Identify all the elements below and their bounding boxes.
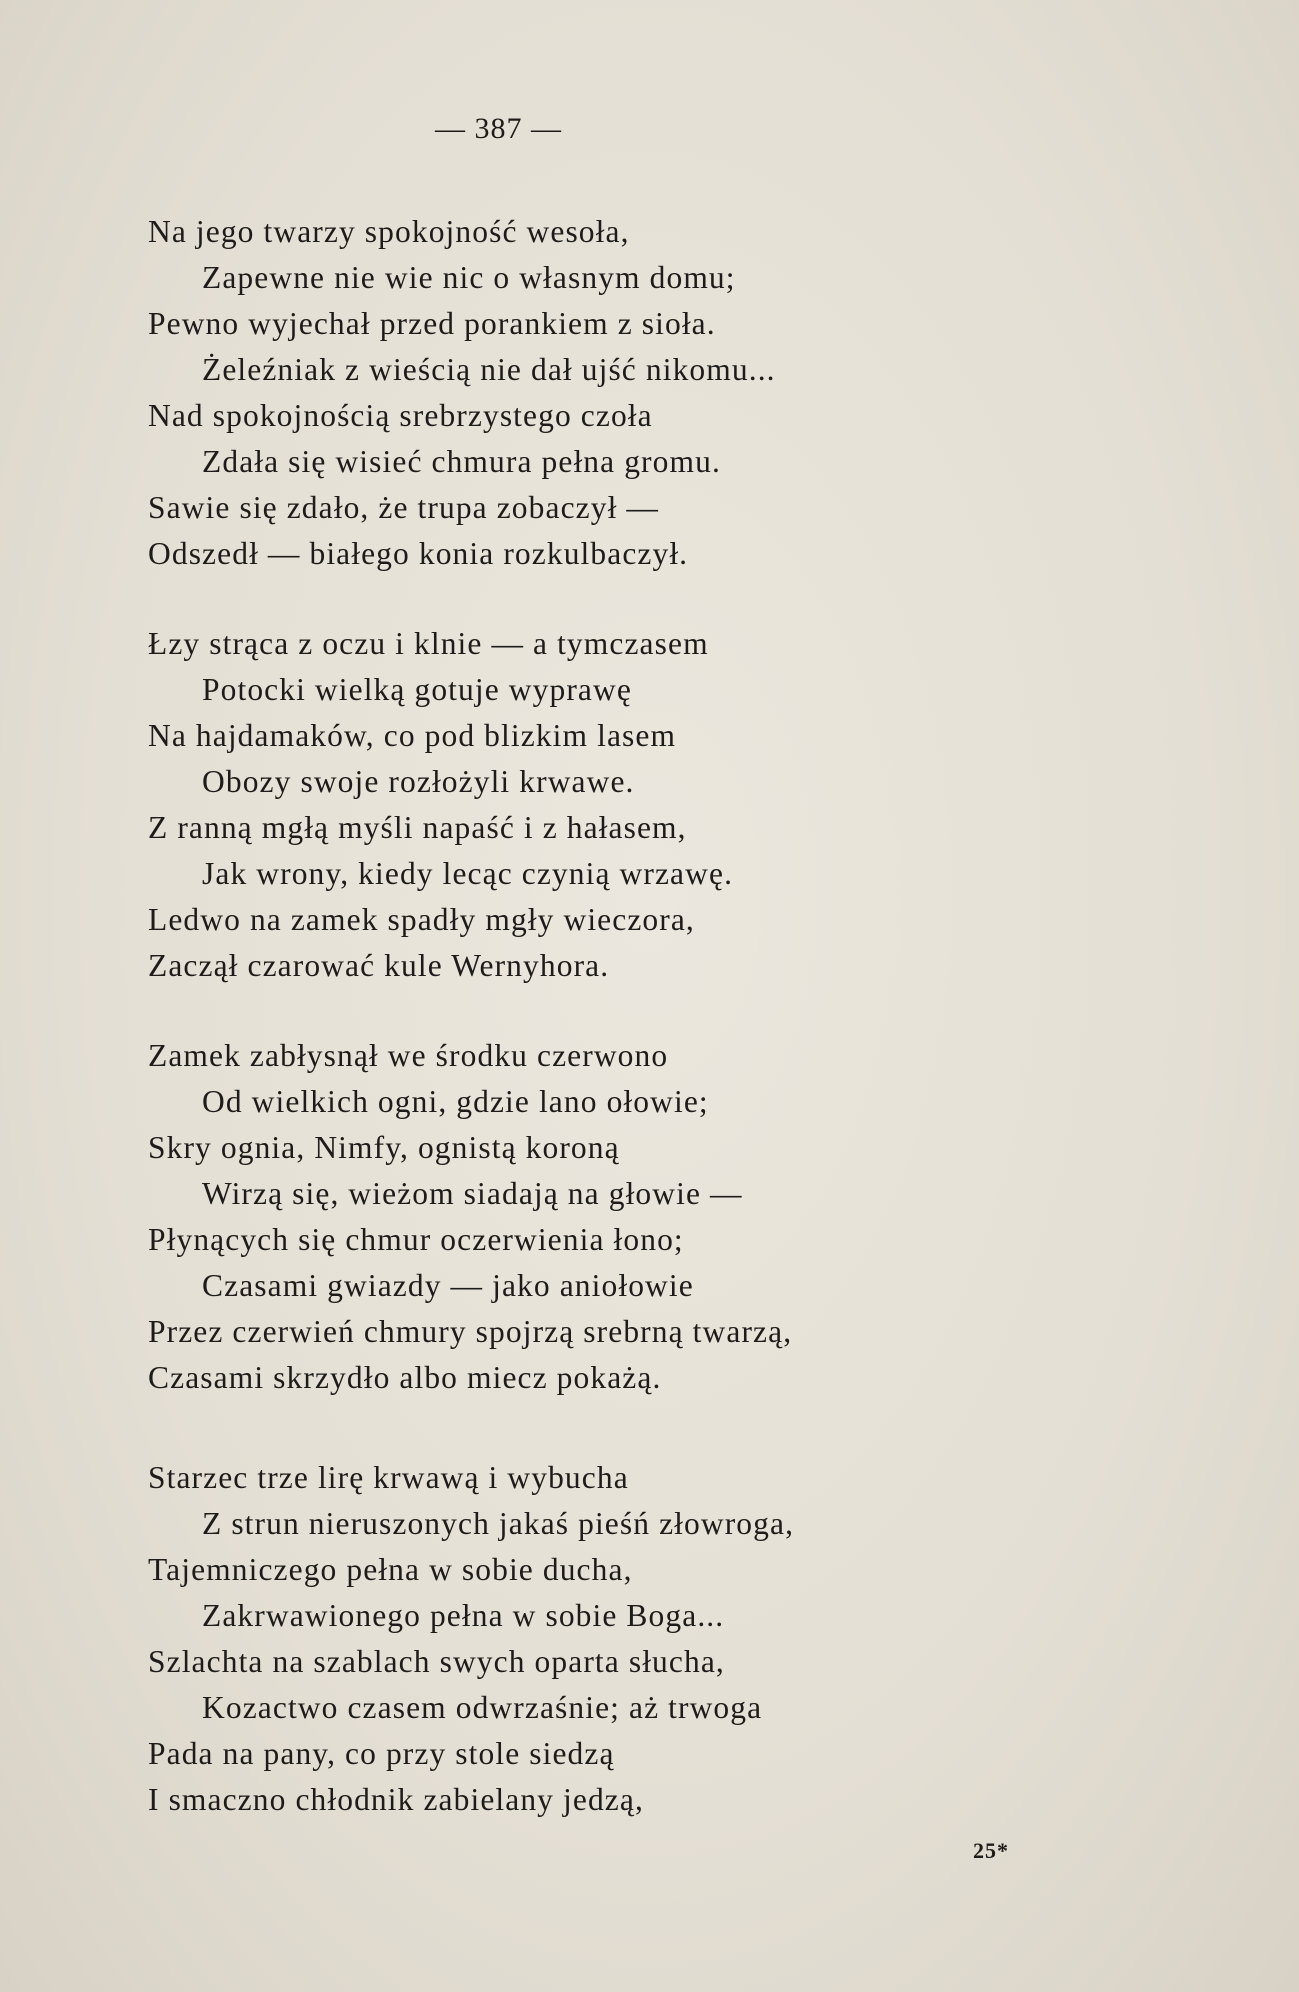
verse-line: Zakrwawionego pełna w sobie Boga... [202, 1598, 725, 1633]
verse-line: Jak wrony, kiedy lecąc czynią wrzawę. [202, 856, 734, 891]
verse-line: Żeleźniak z wieścią nie dał ujść nikomu... [202, 352, 776, 387]
verse-line: Z ranną mgłą myśli napaść i z hałasem, [148, 810, 687, 845]
signature-mark: 25* [973, 1838, 1009, 1863]
verse-line: Wirzą się, wieżom siadają na głowie — [202, 1176, 743, 1211]
verse-line: Przez czerwień chmury spojrzą srebrną twarzą, [148, 1314, 793, 1349]
verse-line: Sawie się zdało, że trupa zobaczył — [148, 490, 660, 525]
verse-line: Zapewne nie wie nic o własnym domu; [202, 260, 736, 295]
verse-line: Na hajdamaków, co pod blizkim lasem [148, 718, 677, 753]
verse-line: Pada na pany, co przy stole siedzą [148, 1736, 615, 1771]
verse-line: Tajemniczego pełna w sobie ducha, [148, 1552, 633, 1587]
verse-line: Kozactwo czasem odwrzaśnie; aż trwoga [202, 1690, 763, 1725]
verse-line: Z strun nieruszonych jakaś pieśń złowroga, [202, 1506, 795, 1541]
verse-line: Obozy swoje rozłożyli krwawe. [202, 764, 635, 799]
verse-line: Łzy strąca z oczu i klnie — a tymczasem [148, 626, 709, 661]
page-number: — 387 — [435, 112, 562, 145]
verse-line: Zaczął czarować kule Wernyhora. [148, 948, 610, 983]
verse-line: Ledwo na zamek spadły mgły wieczora, [148, 902, 695, 937]
verse-line: Potocki wielką gotuje wyprawę [202, 672, 632, 707]
verse-line: Nad spokojnością srebrzystego czoła [148, 398, 653, 433]
verse-line: Skry ognia, Nimfy, ognistą koroną [148, 1130, 620, 1165]
verse-line: Na jego twarzy spokojność wesoła, [148, 214, 630, 249]
verse-line: Zdała się wisieć chmura pełna gromu. [202, 444, 721, 479]
verse-line: Pewno wyjechał przed porankiem z sioła. [148, 306, 716, 341]
verse-line: Płynących się chmur oczerwienia łono; [148, 1222, 684, 1257]
verse-line: Zamek zabłysnął we środku czerwono [148, 1038, 669, 1073]
verse-line: Szlachta na szablach swych oparta słucha, [148, 1644, 725, 1679]
verse-line: Odszedł — białego konia rozkulbaczył. [148, 536, 689, 571]
verse-line: Starzec trze lirę krwawą i wybucha [148, 1460, 629, 1495]
verse-line: Czasami skrzydło albo miecz pokażą. [148, 1360, 662, 1395]
verse-line: Czasami gwiazdy — jako aniołowie [202, 1268, 694, 1303]
verse-line: Od wielkich ogni, gdzie lano ołowie; [202, 1084, 709, 1119]
verse-line: I smaczno chłodnik zabielany jedzą, [148, 1782, 644, 1817]
